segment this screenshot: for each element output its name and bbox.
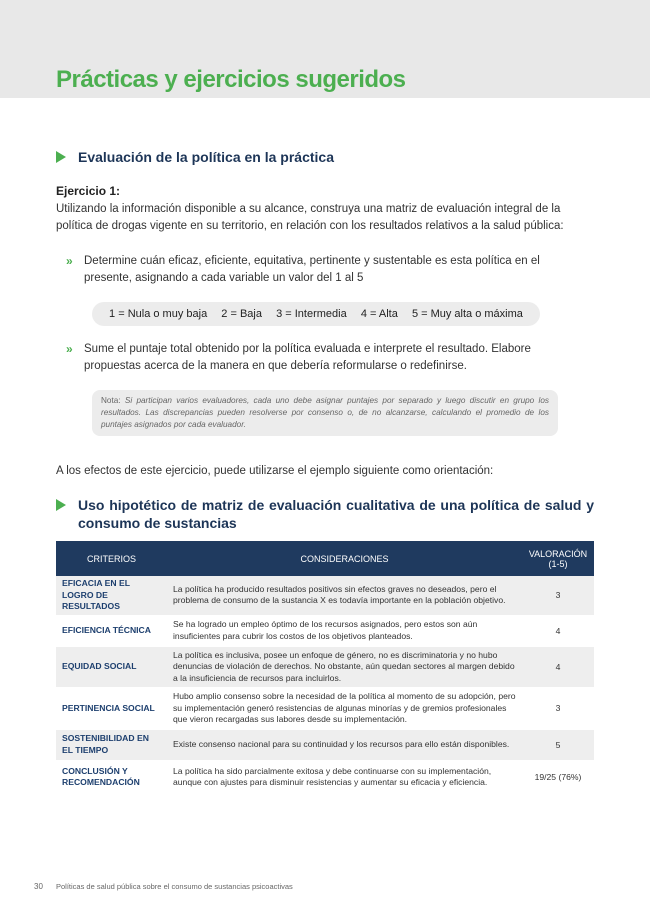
cell-consideracion: La política ha producido resultados positivos sin efectos graves no deseados, pero el problema de consumo de la sustancia X es todavía importante en la población objetivo. [167,576,522,615]
rating-scale [92,302,540,326]
section-heading-matriz [56,496,596,532]
header-valoracion-range: (1-5) [548,558,568,569]
intro-line: A los efectos de este ejercicio, puede utilizarse el ejemplo siguiente como orientación: [56,465,494,477]
double-chevron-icon: » [66,342,73,356]
evaluation-matrix-table [56,541,594,795]
section-title: Evaluación de la política en la práctica [78,149,334,165]
header-valoracion [522,541,594,576]
table-row [56,688,594,730]
triangle-bullet-icon [56,151,66,163]
header-valoracion-label: VALORACIÓN [528,548,588,559]
exercise-body: Utilizando la información disponible a su alcance, construya una matriz de evaluación integral de la política de drogas vigente en su territorio, en relación con los resultados relativos a la salud pública: [56,203,564,232]
cell-consideracion: Existe consenso nacional para su continuidad y los recursos para ello están disponibles. [167,729,522,760]
header-criterios: CRITERIOS [56,541,167,576]
cell-valoracion: 3 [522,576,594,615]
triangle-bullet-icon [56,499,66,511]
cell-criterio: PERTINENCIA SOCIAL [56,688,167,730]
cell-valoracion: 4 [522,615,594,646]
note-box [92,390,558,436]
scale-item: 3 = Intermedia [276,308,347,320]
cell-valoracion: 3 [522,688,594,730]
note-text: Si participan varios evaluadores, cada uno debe asignar puntajes por separado y luego discutir en grupo los resultados. Las discrepancias pueden resolverse por consenso o, de no alcanzarse, calculando el promedio de los puntajes asignados por cada evaluador. [101,396,549,429]
note-label: Nota: [101,396,121,405]
cell-valoracion: 19/25 (76%) [522,760,594,794]
list-item-text: Sume el puntaje total obtenido por la política evaluada e interprete el resultado. Elabore propuestas acerca de la manera en que debería reformularse o redefinirse. [84,343,531,372]
cell-consideracion: La política es inclusiva, posee un enfoque de género, no es discriminatoria y no hubo denuncias de violación de derechos. No obstante, aún quedan sectores al margen debido a la insuficiencia de recursos para incluirlos. [167,646,522,688]
cell-criterio: CONCLUSIÓN Y RECOMENDACIÓN [56,760,167,794]
list-item-text: Determine cuán eficaz, eficiente, equitativa, pertinente y sustentable es esta política en el presente, asignando a cada variable un valor del 1 al 5 [84,255,540,284]
cell-valoracion: 4 [522,646,594,688]
table-header-row [56,541,594,576]
cell-criterio: SOSTENIBILIDAD EN EL TIEMPO [56,729,167,760]
table-row [56,760,594,794]
scale-item: 5 = Muy alta o máxima [411,308,523,320]
list-item [66,341,576,375]
cell-consideracion: Se ha logrado un empleo óptimo de los recursos asignados, pero estos son aún insuficientes para cubrir los costos de los objetivos planteados. [167,615,522,646]
scale-item: 1 = Nula o muy baja [109,308,208,320]
cell-criterio: EQUIDAD SOCIAL [56,646,167,688]
cell-criterio: EFICACIA EN EL LOGRO DE RESULTADOS [56,576,167,615]
footer-page-number: 30 [34,882,43,891]
table-row [56,646,594,688]
scale-item: 2 = Baja [221,308,262,320]
list-item [66,253,576,287]
table-row [56,615,594,646]
exercise-label: Ejercicio 1: [56,184,121,198]
scale-item: 4 = Alta [360,308,398,320]
cell-consideracion: Hubo amplio consenso sobre la necesidad de la política al momento de su adopción, pero su implementación generó resistencias de algunas minorías y de gremios profesionales que vieron recargadas sus labores desde su implementación. [167,688,522,730]
cell-consideracion: La política ha sido parcialmente exitosa y debe continuarse con su implementación, aunque con ajustes para disminuir resistencias y aumentar su eficacia y eficiencia. [167,760,522,794]
cell-valoracion: 5 [522,729,594,760]
page-title: Prácticas y ejercicios sugeridos [56,66,406,93]
footer-text: Políticas de salud pública sobre el consumo de sustancias psicoactivas [56,882,293,891]
double-chevron-icon: » [66,254,73,268]
table-row [56,576,594,615]
section-heading-evaluacion [56,148,334,166]
cell-criterio: EFICIENCIA TÉCNICA [56,615,167,646]
header-consideraciones: CONSIDERACIONES [167,541,522,576]
table-row [56,729,594,760]
section-title: Uso hipotético de matriz de evaluación cualitativa de una política de salud y consumo de sustancias [78,497,594,531]
